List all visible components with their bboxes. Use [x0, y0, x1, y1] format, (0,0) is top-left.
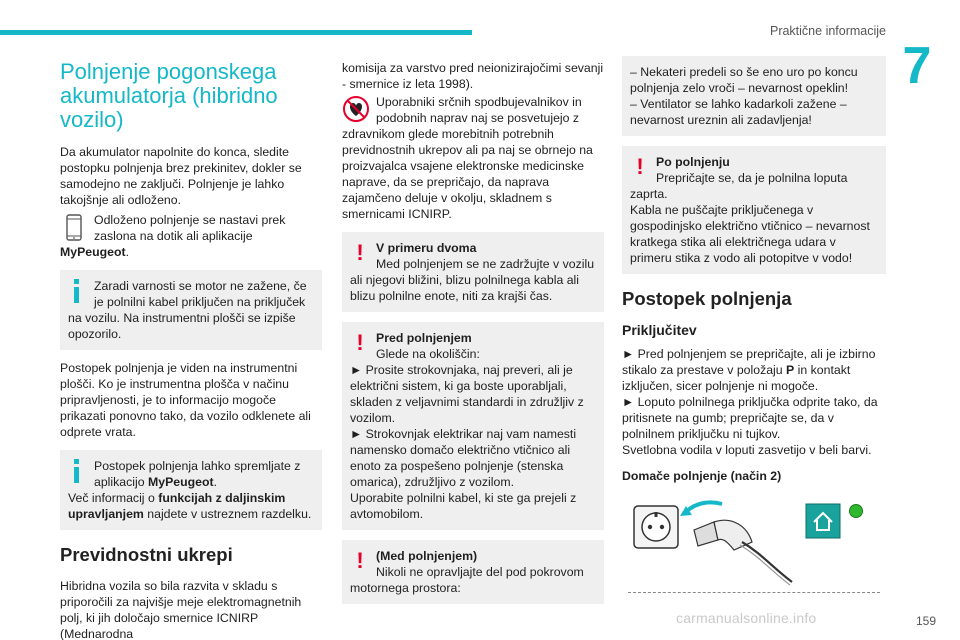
info-icon	[68, 458, 88, 486]
precautions-heading: Previdnostni ukrepi	[60, 544, 233, 565]
hazard-list-box: – Nekateri predeli so še eno uro po koncu polnjenja zelo vroči – nevarnost opeklin! – Ventilator se lahko kadarkoli zažene – nevarnost ureznin ali zadavljenja!	[622, 56, 886, 136]
delayed-charge-paragraph: Odloženo polnjenje se nastavi prek zaslona na dotik ali aplikacije MyPeugeot.	[60, 213, 286, 259]
chapter-number: 7	[902, 37, 932, 95]
column-2	[342, 60, 604, 614]
warning-icon: !	[636, 154, 644, 179]
plug-icon	[622, 492, 886, 592]
connection-step-3: Svetlobna vodila v loputi zasvetijo v beli barvi.	[622, 443, 872, 457]
pacemaker-paragraph: Uporabniki srčnih spodbujevalnikov in podobnih naprav naj se posvetujejo z zdravnikom glede morebitnih potrebnih previdnostnih ukrepov ali pa naj se obrnejo na proizvajalca vsajene elektronske medicinske naprave, da se prepričajo, da naprava zajamčeno deluje v okolju, skladnem s smernicami ICNIRP.	[342, 95, 593, 221]
dashed-divider	[628, 592, 880, 593]
pacemaker-icon	[342, 94, 370, 126]
warning-box-after-charging: ! Po polnjenju Prepričajte se, da je polnilna loputa zaprta. Kabla ne puščajte priključenega v gospodinjsko električno vtičnico – nevarnost kratkega stika ali električnega udara v primeru stika z vodo ali potopitve v vodo!	[622, 146, 886, 274]
info-box-safety: Zaradi varnosti se motor ne zažene, če je polnilni kabel priključen na priključek na vozilu. Na instrumentni plošči se izpiše opozorilo.	[60, 270, 322, 350]
warning-box-during-charging: ! (Med polnjenjem) Nikoli ne opravljajte del pod pokrovom motornega prostora:	[342, 540, 604, 604]
intro-paragraph: Da akumulator napolnite do konca, sledite postopku polnjenja brez prekinitev, dokler se samodejno ne zaključi. Polnjenje je lahko takojšnje ali odloženo.	[60, 145, 302, 207]
warning-icon: !	[356, 330, 364, 355]
connection-step-1: ► Pred polnjenjem se prepričajte, ali je izbirno stikalo za prestave v položaju P in kontakt izključen, sicer polnjenje ni mogoče.	[622, 347, 876, 393]
progress-paragraph: Postopek polnjenja je viden na instrumentni plošči. Ko je instrumentna plošča v načinu pripravljenosti, je to informacijo mogoče prikazati ponovno tako, da vozilo odklenete ali odprete vrata.	[60, 361, 311, 439]
warning-icon: !	[356, 240, 364, 265]
header-accent-bar	[0, 30, 472, 35]
column-3	[622, 56, 886, 602]
icnirp-paragraph: komisija za varstvo pred neionizirajočimi sevanji - smernice iz leta 1998).	[342, 61, 604, 91]
smartphone-icon	[60, 212, 88, 244]
home-charging-illustration	[622, 492, 886, 602]
precautions-paragraph: Hibridna vozila so bila razvita v skladu s priporočili za najvišje meje elektromagnetnih polj, ki jih določajo smernice ICNIRP (Mednarodna	[60, 579, 302, 640]
warning-box-before-charging: ! Pred polnjenjem Glede na okoliščin: ► Prosite strokovnjaka, naj preveri, ali je električni sistem, ki ga boste uporabljali, skladen z veljavnimi standardi in združljiv z vozilom. ► Strokovnjak elektrikar naj vam namesti namensko domačo električno vtičnico ali enoto za pospešeno polnjenje (stenska omarica), združljivo z vozilom. Uporabite polnilni kabel, ki ste ga prejeli z avtomobilom.	[342, 322, 604, 530]
watermark: carmanualsonline.info	[676, 610, 817, 626]
header-title: Praktične informacije	[769, 24, 886, 38]
info-icon	[68, 278, 88, 306]
warning-icon: !	[356, 548, 364, 573]
warning-box-doubt: ! V primeru dvoma Med polnjenjem se ne zadržujte v vozilu ali njegovi bližini, blizu polnilnega kabla ali blizu polnilne enote, niti za krajši čas.	[342, 232, 604, 312]
connection-step-2: ► Loputo polnilnega priključka odprite tako, da pritisnete na gumb; prepričajte se, da v polnilnem priključku ni tujkov.	[622, 395, 878, 441]
column-1	[60, 60, 322, 640]
section-title: Polnjenje pogonskega akumulatorja (hibridno vozilo)	[60, 59, 278, 132]
charging-procedure-heading: Postopek polnjenja	[622, 288, 792, 309]
home-charging-heading: Domače polnjenje (način 2)	[622, 469, 782, 483]
info-box-app: Postopek polnjenja lahko spremljate z aplikacijo MyPeugeot. Več informacij o funkcijah z daljinskim upravljanjem najdete v ustreznem razdelku.	[60, 450, 322, 530]
connection-heading: Priključitev	[622, 322, 697, 338]
page-number: 159	[915, 614, 936, 628]
